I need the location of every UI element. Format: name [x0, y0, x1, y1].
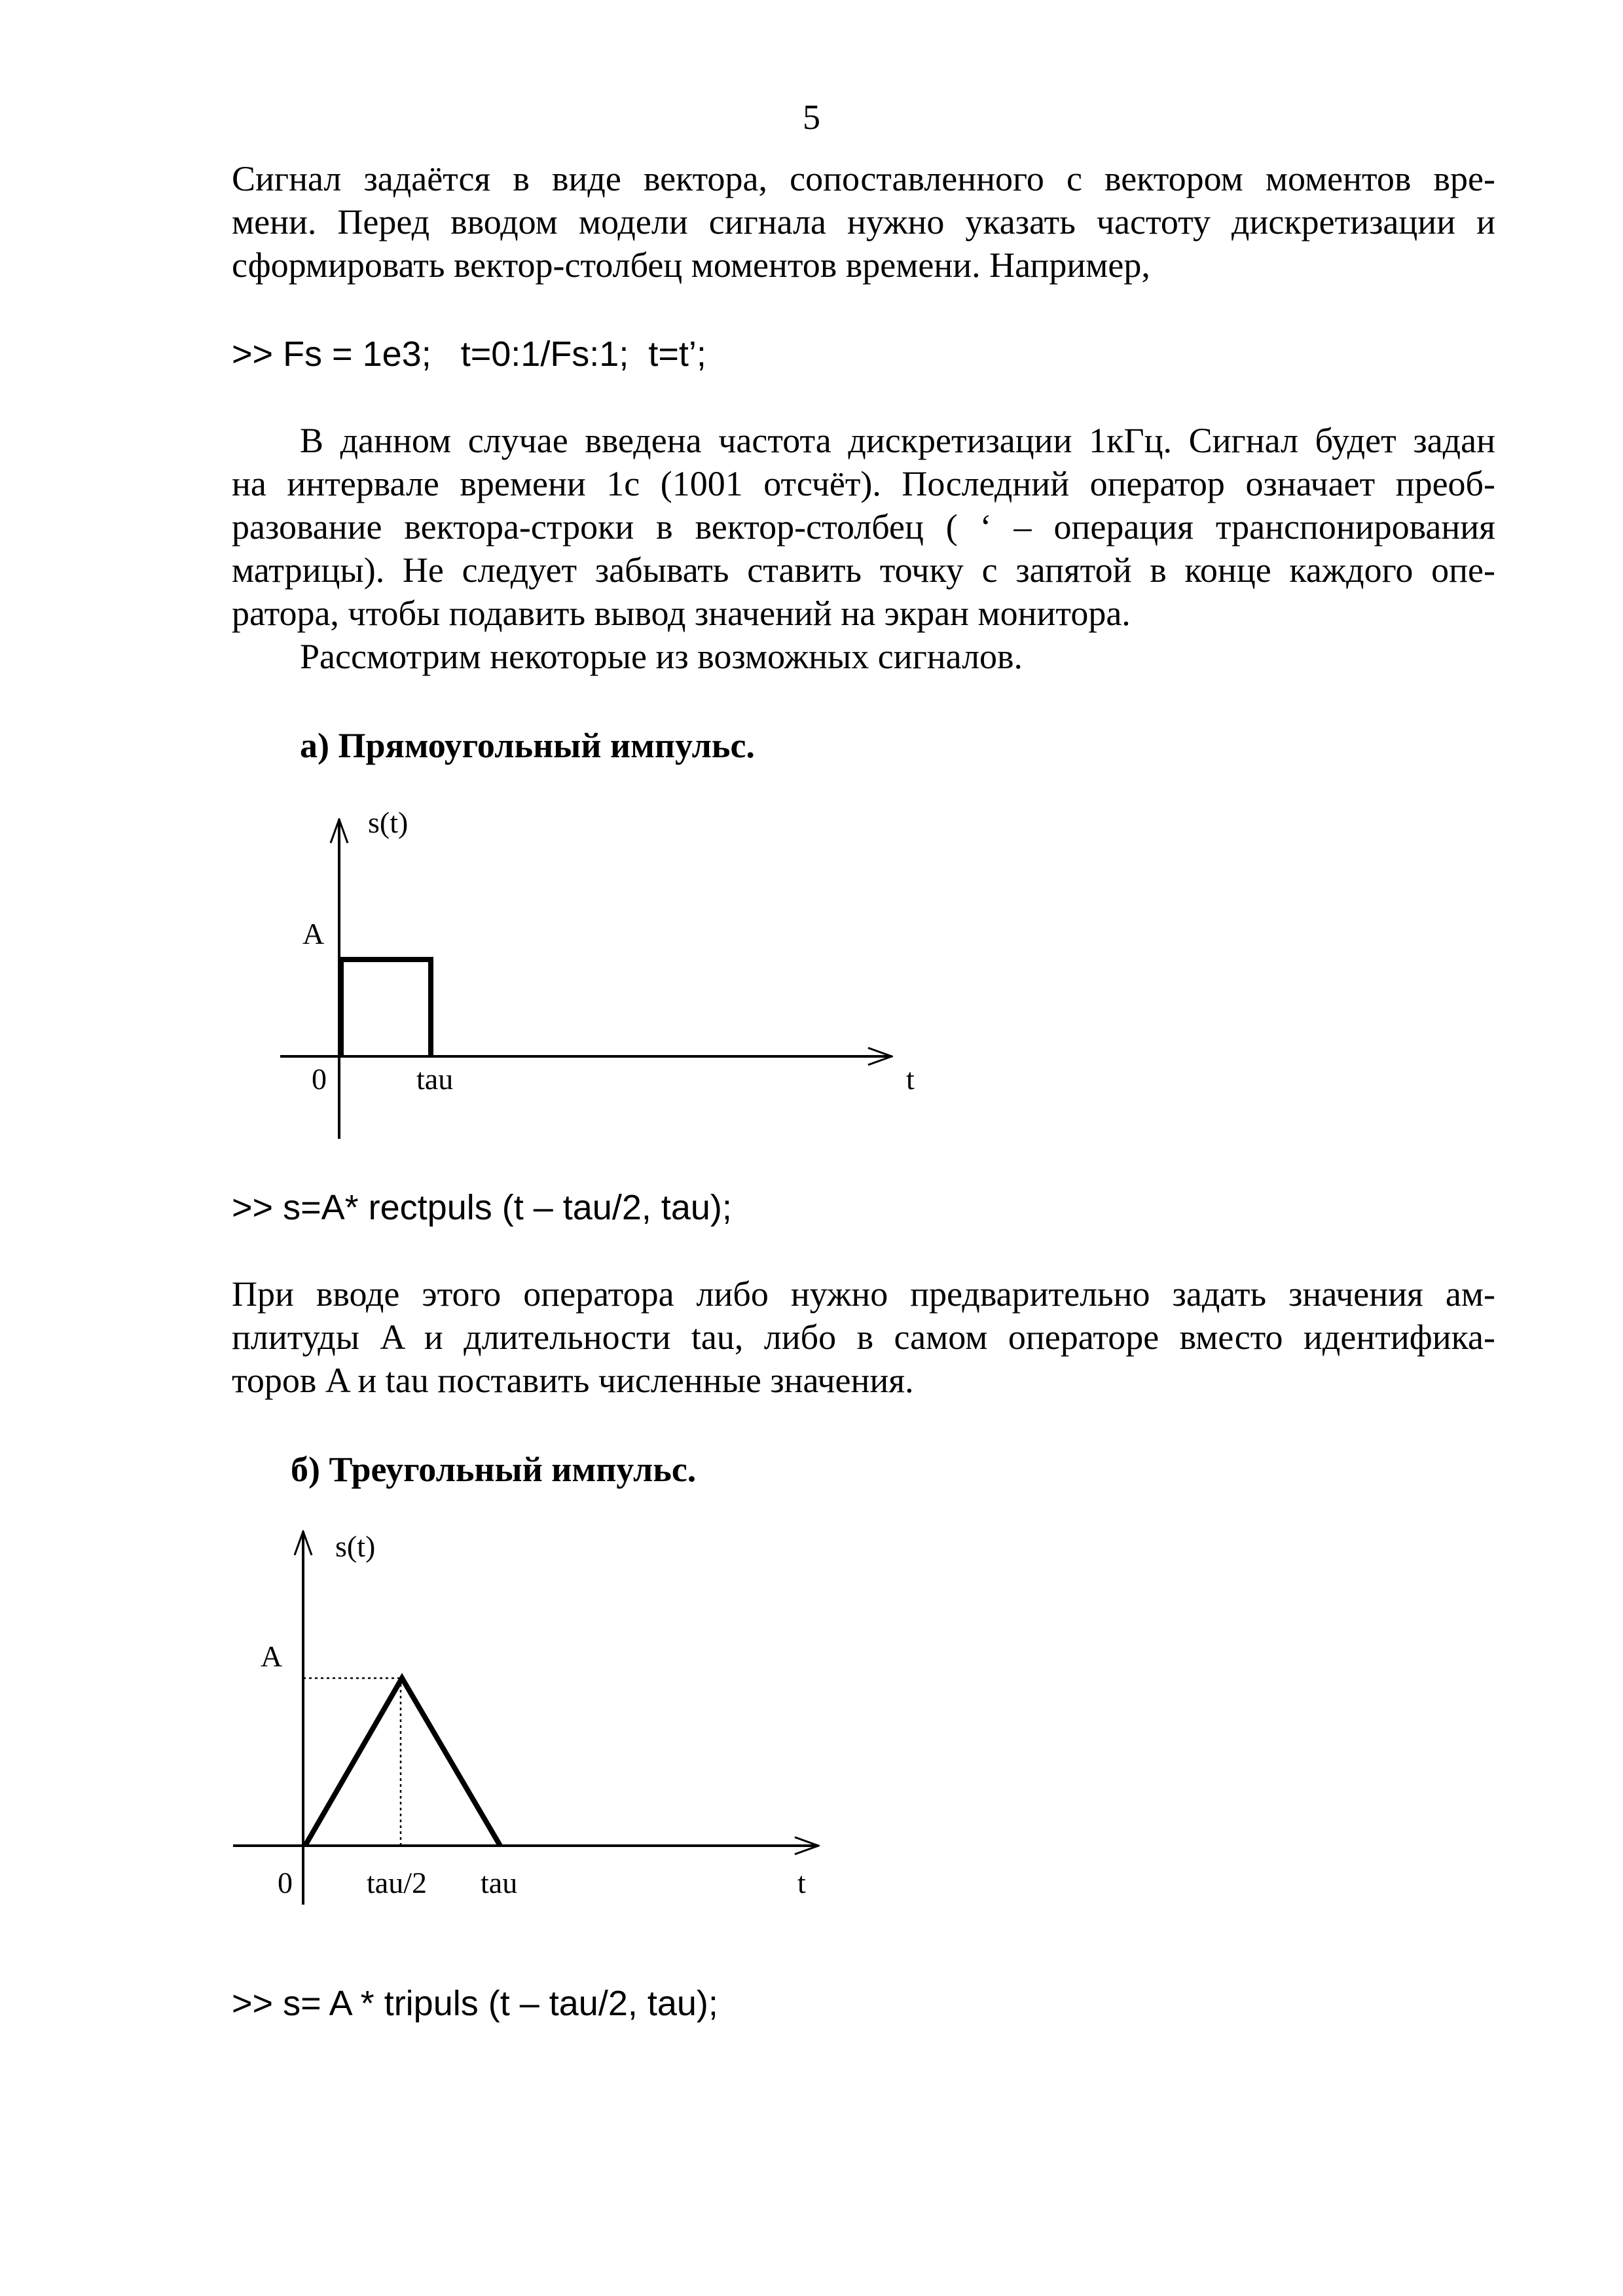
tri-pulse-figure: [233, 1530, 818, 1905]
tri-amplitude-label: A: [261, 1640, 283, 1673]
intro-line-2: мени. Перед вводом модели сигнала нужно указать частоту дискретизации и: [232, 202, 1495, 242]
tri-x-label: t: [797, 1866, 806, 1899]
tri-tau-label: tau: [481, 1866, 518, 1899]
code-sampling-rate: >> Fs = 1e3; t=0:1/Fs:1; t=t’;: [232, 334, 706, 374]
rect-tau-label: tau: [416, 1062, 454, 1096]
code-rectpuls: >> s=A* rectpuls (t – tau/2, tau);: [232, 1188, 732, 1227]
rect-amplitude-label: A: [302, 917, 325, 950]
para2-line-5: ратора, чтобы подавить вывод значений на экран монитора.: [232, 594, 1131, 633]
section-b-heading: б) Треугольный импульс.: [291, 1450, 697, 1489]
rect-x-label: t: [906, 1062, 915, 1096]
code-tripuls: >> s= A * tripuls (t – tau/2, tau);: [232, 1984, 718, 2023]
rect-pulse-figure: [280, 806, 915, 1139]
rect-pulse-shape: [341, 960, 431, 1056]
para2-line-2: на интервале времени 1с (1001 отсчёт). Последний оператор означает преоб-: [232, 464, 1495, 503]
section-a-heading: а) Прямоугольный импульс.: [300, 726, 755, 765]
para4-line-3: торов A и tau поставить численные значения.: [232, 1361, 914, 1400]
tri-half-tau-label: tau/2: [367, 1866, 427, 1899]
tri-pulse-shape: [305, 1678, 500, 1846]
tri-origin-label: 0: [278, 1866, 293, 1899]
signals-intro: Рассмотрим некоторые из возможных сигналов.: [300, 637, 1023, 676]
para2-line-1: В данном случае введена частота дискретизации 1кГц. Сигнал будет задан: [300, 421, 1495, 460]
para2-line-3: разование вектора-строки в вектор-столбец ( ‘ – операция транспонирования: [232, 507, 1495, 547]
rect-origin-label: 0: [312, 1062, 327, 1096]
para4-line-1: При вводе этого оператора либо нужно предварительно задать значения ам-: [232, 1274, 1495, 1314]
rect-y-label: s(t): [368, 806, 409, 839]
para4-line-2: плитуды A и длительности tau, либо в самом операторе вместо идентифика-: [232, 1318, 1495, 1357]
tri-y-label: s(t): [335, 1530, 376, 1563]
intro-line-1: Сигнал задаётся в виде вектора, сопоставленного с вектором моментов вре-: [232, 159, 1495, 198]
page-number: 5: [803, 98, 820, 137]
intro-line-3: сформировать вектор-столбец моментов времени. Например,: [232, 245, 1150, 285]
para2-line-4: матрицы). Не следует забывать ставить точку с запятой в конце каждого опе-: [232, 550, 1495, 590]
